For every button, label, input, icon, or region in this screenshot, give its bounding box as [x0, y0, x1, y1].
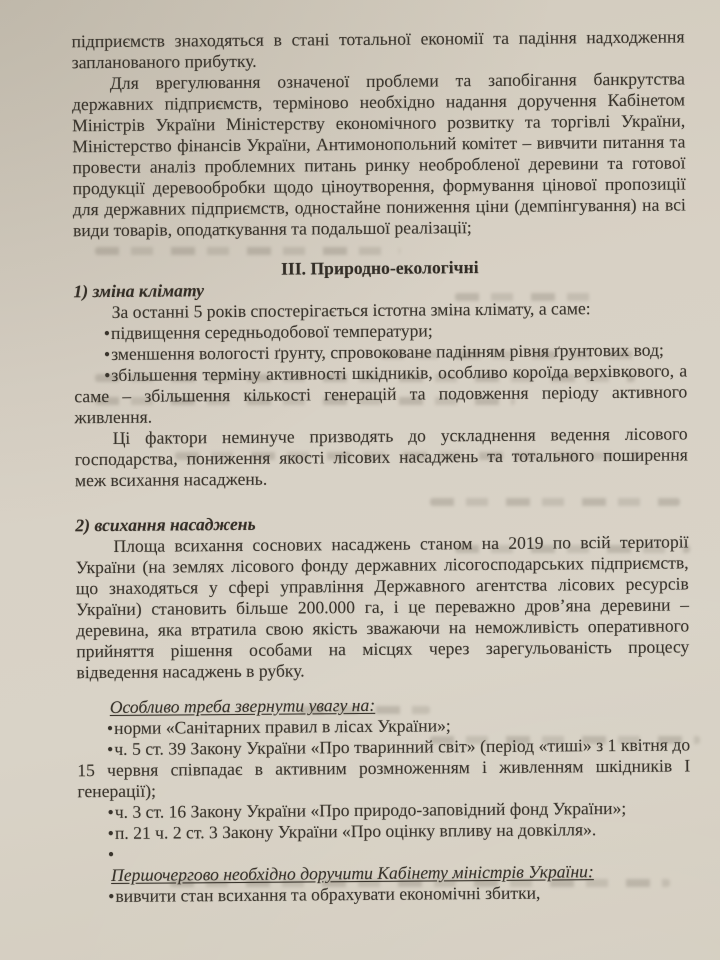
- list-bullet: [78, 881, 691, 907]
- list-heading: Першочергово необхідно доручити Кабінету міністрів України:: [111, 861, 594, 885]
- bullet-text: ч. 3 ст. 16 Закону України «Про природо-заповідний фонд України»;: [114, 797, 627, 822]
- bullet-text: вивчити стан всихання та обрахувати економічні збитки,: [115, 882, 541, 906]
- bullet-text: ч. 5 ст. 39 Закону України «Про тваринний світ» (період «тиші» з 1 квітня до 15 червня співпадає в активним розмноженням і живленням шкідників І генерації);: [77, 734, 691, 802]
- bullet-icon: •: [104, 364, 111, 386]
- body-paragraph: Для врегулювання означеної проблеми та запобігання банкрутства державних підприємств, терміново необхідно надання доручення Кабінетом Міністрів України Міністерству економічного розвитку та торгівлі України, Міністерство фінансів України, Антимонопольний комітет – вивчити питання та провести аналіз проблемних питань ринку необробленої деревини та готової продукції деревообробки щодо ціноутворення, формування цінової пропозиції для державних підприємств, одностайне пониження ціни (демпінгування) на всі види товарів, оподаткування та подальшої реалізації;: [71, 68, 686, 241]
- list-heading: Особливо треба звернути увагу на:: [109, 694, 376, 717]
- list-bullet: [77, 734, 690, 802]
- bullet-icon: •: [108, 885, 115, 906]
- bullet-text: підвищення середньодобової температури;: [110, 320, 433, 343]
- subsection-heading: 2) всихання насаджень: [75, 513, 256, 536]
- bullet-icon: •: [103, 322, 111, 344]
- body-paragraph: За останні 5 років спостерігається істотна зміна клімату, а саме:: [111, 298, 591, 322]
- bullet-text: збільшення терміну активності шкідників, особливо короїда верхівкового, а саме – збільшення кількості генерацій та подовження періоду активного живлення.: [74, 360, 688, 428]
- bullet-text: норми «Санітарних правил в лісах України»;: [114, 715, 451, 738]
- bullet-icon: •: [106, 717, 114, 738]
- body-paragraph: підприємств знаходяться в стані тотальної економії та падіння надходження запланованого прибутку.: [71, 26, 685, 73]
- bullet-icon: •: [107, 801, 114, 822]
- body-paragraph: Ці фактори неминуче призводять до ускладнення ведення лісового господарства, пониження якості лісових насаджень та тотального поширення меж всихання насаджень.: [74, 423, 688, 491]
- document-blocks: [71, 26, 691, 907]
- bullet-text: п. 21 ч. 2 ст. 3 Закону України «Про оцінку впливу на довкілля».: [114, 819, 597, 843]
- bullet-icon: •: [107, 822, 115, 843]
- bullet-text: зменшення вологості ґрунту, спровоковане падінням рівня ґрунтових вод;: [111, 339, 664, 364]
- subsection-heading: 1) зміна клімату: [73, 280, 205, 302]
- list-bullet: [74, 360, 687, 428]
- body-paragraph: Площа всихання соснових насаджень станом на 2019 по всій території України (на землях лісового фонду державних лісогосподарських підприємств, що знаходяться у сфері управління Державного агентства лісових ресурсів України) становить більше 200.000 га, і це переважно дров’яна деревини – деревина, яка втратила свою якість зважаючи на неможливість оперативного прийняття рішення особами на місцях через зарегульованість процесу відведення насаджень в рубку.: [75, 531, 690, 683]
- bullet-icon: •: [103, 343, 111, 365]
- section-heading: ІІІ. Природно-екологічні: [281, 257, 479, 279]
- bullet-icon: •: [107, 843, 115, 864]
- bullet-icon: •: [107, 738, 114, 759]
